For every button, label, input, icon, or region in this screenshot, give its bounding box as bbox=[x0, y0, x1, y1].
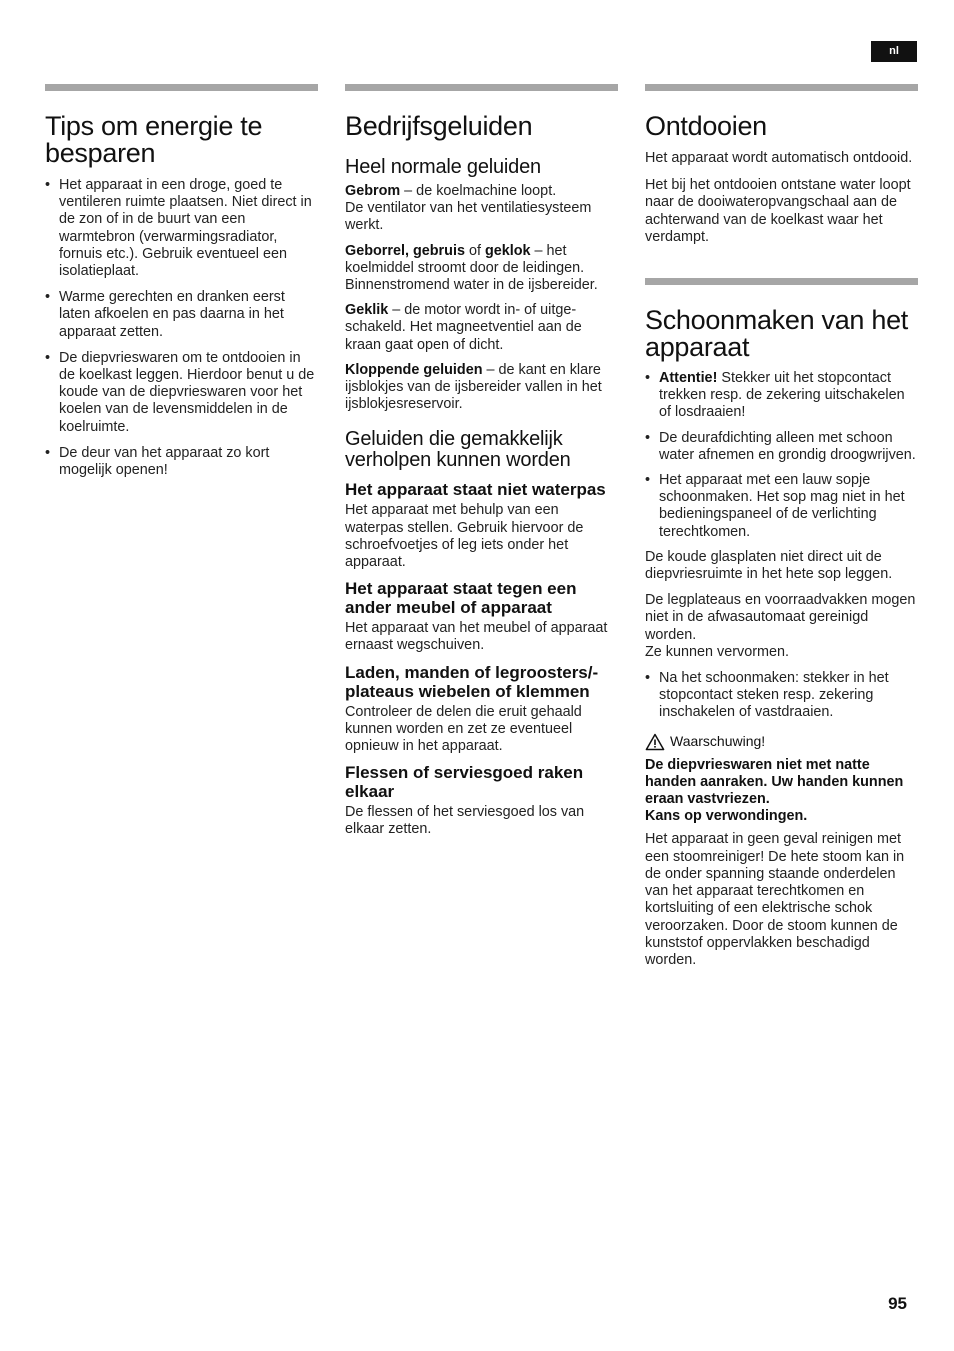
list-item: • Na het schoonmaken: stekker in het stopcontact steken resp. zekering inschakelen of vastdraaien. bbox=[645, 670, 918, 722]
language-badge: nl bbox=[871, 41, 917, 62]
defrost-cleaning-column bbox=[645, 84, 918, 969]
paragraph: Het apparaat van het meubel of apparaat ernaast wegschuiven. bbox=[345, 620, 608, 654]
list-item: • Het apparaat in een droge, goed te ventileren ruimte plaatsen. Niet direct in de zon of in de buurt van een warmtebron (verwarmingsradiator, fornuis etc.). Gebruik eventueel een isolatieplaat. bbox=[45, 177, 318, 280]
subheading: Laden, manden of legroosters/-plateaus wiebelen of klemmen bbox=[345, 662, 599, 701]
paragraph: Het apparaat wordt automatisch ontdooid. bbox=[645, 150, 913, 166]
subheading: Flessen of serviesgoed raken elkaar bbox=[345, 763, 584, 802]
cleaning-list-2 bbox=[645, 670, 918, 722]
paragraph: De koude glasplaten niet direct uit de diepvriesruimte in het hete sop leggen. bbox=[645, 548, 893, 583]
operating-noises-title: Bedrijfsgeluiden bbox=[345, 111, 533, 141]
list-item: • Het apparaat met een lauw sopje schoonmaken. Het sop mag niet in het bedieningspaneel of de verlichting terechtkomen. bbox=[645, 472, 918, 541]
paragraph: Geklik – de motor wordt in- of uitgeschakeld. Het magneetventiel aan de kraan gaat open of dicht. bbox=[345, 302, 582, 353]
paragraph: De flessen of het serviesgoed los van elkaar zetten. bbox=[345, 804, 585, 838]
paragraph: Het apparaat met behulp van een waterpas stellen. Gebruik hiervoor de schroefvoetjes of leg iets onder het apparaat. bbox=[345, 502, 584, 571]
list-item: • Attentie! Stekker uit het stopcontact trekken resp. de zekering uitschakelen of losdraaien! bbox=[645, 370, 918, 422]
paragraph: Controleer de delen die eruit gehaald kunnen worden en zet ze eventueel opnieuw in het apparaat. bbox=[345, 703, 582, 755]
list-item: • De deurafdichting alleen met schoon water afnemen en grondig droogwrijven. bbox=[645, 430, 918, 464]
defrost-title: Ontdooien bbox=[645, 111, 767, 141]
section-divider bbox=[645, 278, 918, 285]
cleaning-list bbox=[645, 370, 918, 541]
cleaning-title: Schoonmaken van het apparaat bbox=[645, 305, 908, 363]
list-item: • De diepvrieswaren om te ontdooien in de koelkast leggen. Hierdoor benut u de koude van de diepvrieswaren voor het koelen van de levensmiddelen in de koelruimte. bbox=[45, 350, 318, 436]
section-divider bbox=[45, 84, 318, 91]
paragraph: De legplateaus en voorraadvakken mogen niet in de afwasautomaat gereinigd worden. Ze kunnen vervormen. bbox=[645, 592, 916, 660]
warning-label: Waarschuwing! bbox=[645, 733, 918, 751]
list-item: • Warme gerechten en dranken eerst laten afkoelen en pas daarna in het apparaat zetten. bbox=[45, 289, 318, 341]
warning-triangle-icon bbox=[645, 733, 665, 751]
section-divider bbox=[645, 84, 918, 91]
energy-tips-title: Tips om energie te besparen bbox=[45, 111, 263, 168]
section-divider bbox=[345, 84, 618, 91]
warning-text: De diepvrieswaren niet met natte handen aanraken. Uw handen kunnen eraan vastvriezen. Kans op verwondingen. bbox=[645, 756, 904, 825]
normal-noises-heading: Heel normale geluiden bbox=[345, 156, 541, 178]
list-item: • De deur van het apparaat zo kort mogelijk openen! bbox=[45, 445, 318, 479]
paragraph: Kloppende geluiden – de kant en klare ijsblokjes van de ijsbereider vallen in het ijsblokjesreservoir. bbox=[345, 361, 602, 413]
operating-noises-column bbox=[345, 84, 618, 839]
page-number: 95 bbox=[888, 1294, 907, 1313]
energy-tips-list bbox=[45, 177, 318, 479]
paragraph: Het apparaat in geen geval reinigen met een stoomreiniger! De hete stoom kan in de onder spanning staande onderdelen van het apparaat terechtkomen en kortsluiting of een elektrische schok veroorzaken. Door de stoom kunnen de kunststof oppervlakken beschadigd worden. bbox=[645, 831, 905, 968]
paragraph: Het bij het ontdooien ontstane water loopt naar de dooiwateropvangschaal aan de achterwand van de koelkast waar het verdampt. bbox=[645, 177, 911, 245]
paragraph: Gebrom – de koelmachine loopt. De ventilator van het ventilatiesysteem werkt. bbox=[345, 183, 592, 234]
subheading: Het apparaat staat niet waterpas bbox=[345, 480, 606, 500]
subheading: Het apparaat staat tegen een ander meubel of apparaat bbox=[345, 579, 577, 618]
fixable-noises-heading: Geluiden die gemakkelijk verholpen kunnen worden bbox=[345, 428, 571, 472]
paragraph: Geborrel, gebruis of geklok – het koelmiddel stroomt door de leidingen. Binnenstromend water in de ijsbereider. bbox=[345, 242, 598, 294]
energy-tips-column bbox=[45, 84, 318, 479]
